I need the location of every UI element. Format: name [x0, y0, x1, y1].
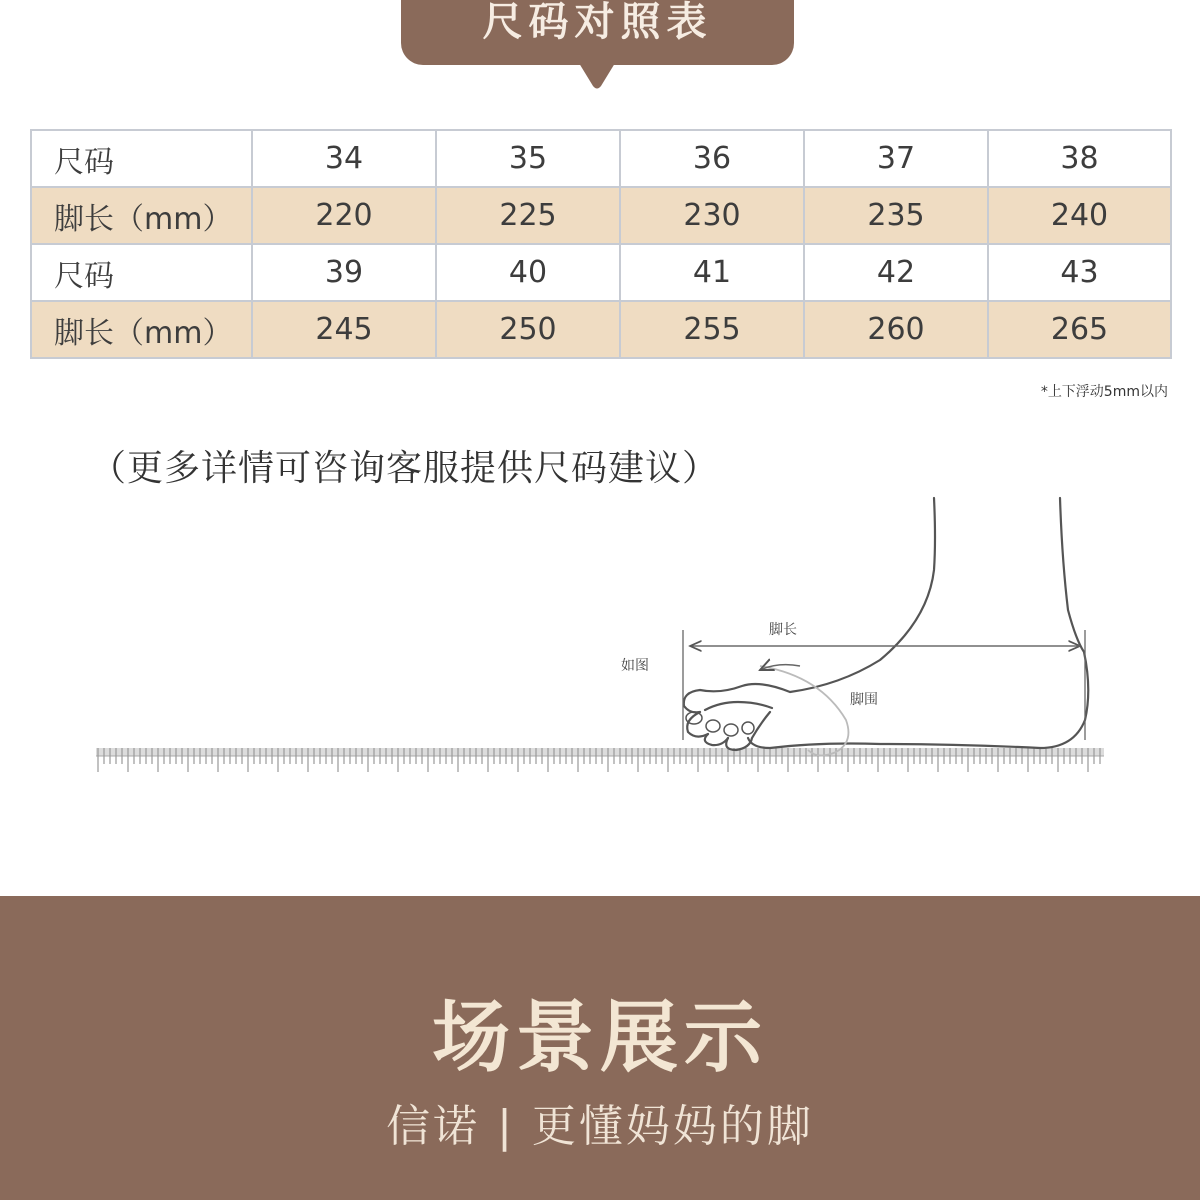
table-cell: 220 — [252, 187, 436, 244]
table-cell: 38 — [988, 130, 1171, 187]
table-cell: 230 — [620, 187, 804, 244]
table-cell: 265 — [988, 301, 1171, 358]
table-cell: 37 — [804, 130, 988, 187]
table-cell: 41 — [620, 244, 804, 301]
table-cell: 255 — [620, 301, 804, 358]
size-table — [30, 129, 1172, 359]
table-cell: 43 — [988, 244, 1171, 301]
table-cell: 36 — [620, 130, 804, 187]
table-cell: 250 — [436, 301, 620, 358]
scene-title: 场景展示 — [431, 993, 768, 1083]
table-row — [31, 301, 1171, 358]
table-cell: 245 — [252, 301, 436, 358]
as-shown-label: 如图 — [621, 658, 649, 674]
ruler — [96, 748, 1104, 772]
table-cell: 42 — [804, 244, 988, 301]
page-title: 尺码对照表 — [482, 0, 713, 45]
foot-girth-label: 脚围 — [850, 692, 878, 708]
girth-curve — [760, 666, 848, 756]
advice-text: （更多详情可咨询客服提供尺码建议） — [90, 448, 720, 489]
table-cell: 235 — [804, 187, 988, 244]
table-cell: 34 — [252, 130, 436, 187]
table-row — [31, 187, 1171, 244]
scene-subtitle: 信诺 | 更懂妈妈的脚 — [386, 1101, 814, 1152]
table-cell: 40 — [436, 244, 620, 301]
foot-length-label: 脚长 — [769, 622, 797, 638]
table-row — [31, 244, 1171, 301]
title-tab-pointer — [571, 50, 623, 90]
foot-outline — [684, 498, 1088, 750]
foot-measure-diagram — [0, 480, 1200, 840]
table-cell: 39 — [252, 244, 436, 301]
girth-arrow — [760, 665, 800, 670]
table-cell: 240 — [988, 187, 1171, 244]
table-cell: 35 — [436, 130, 620, 187]
table-cell: 260 — [804, 301, 988, 358]
table-cell: 225 — [436, 187, 620, 244]
table-row — [31, 130, 1171, 187]
row-label: 尺码 — [31, 244, 252, 301]
tolerance-note: *上下浮动5mm以内 — [1040, 384, 1168, 400]
row-label: 尺码 — [31, 130, 252, 187]
row-label: 脚长（mm） — [31, 301, 252, 358]
row-label: 脚长（mm） — [31, 187, 252, 244]
